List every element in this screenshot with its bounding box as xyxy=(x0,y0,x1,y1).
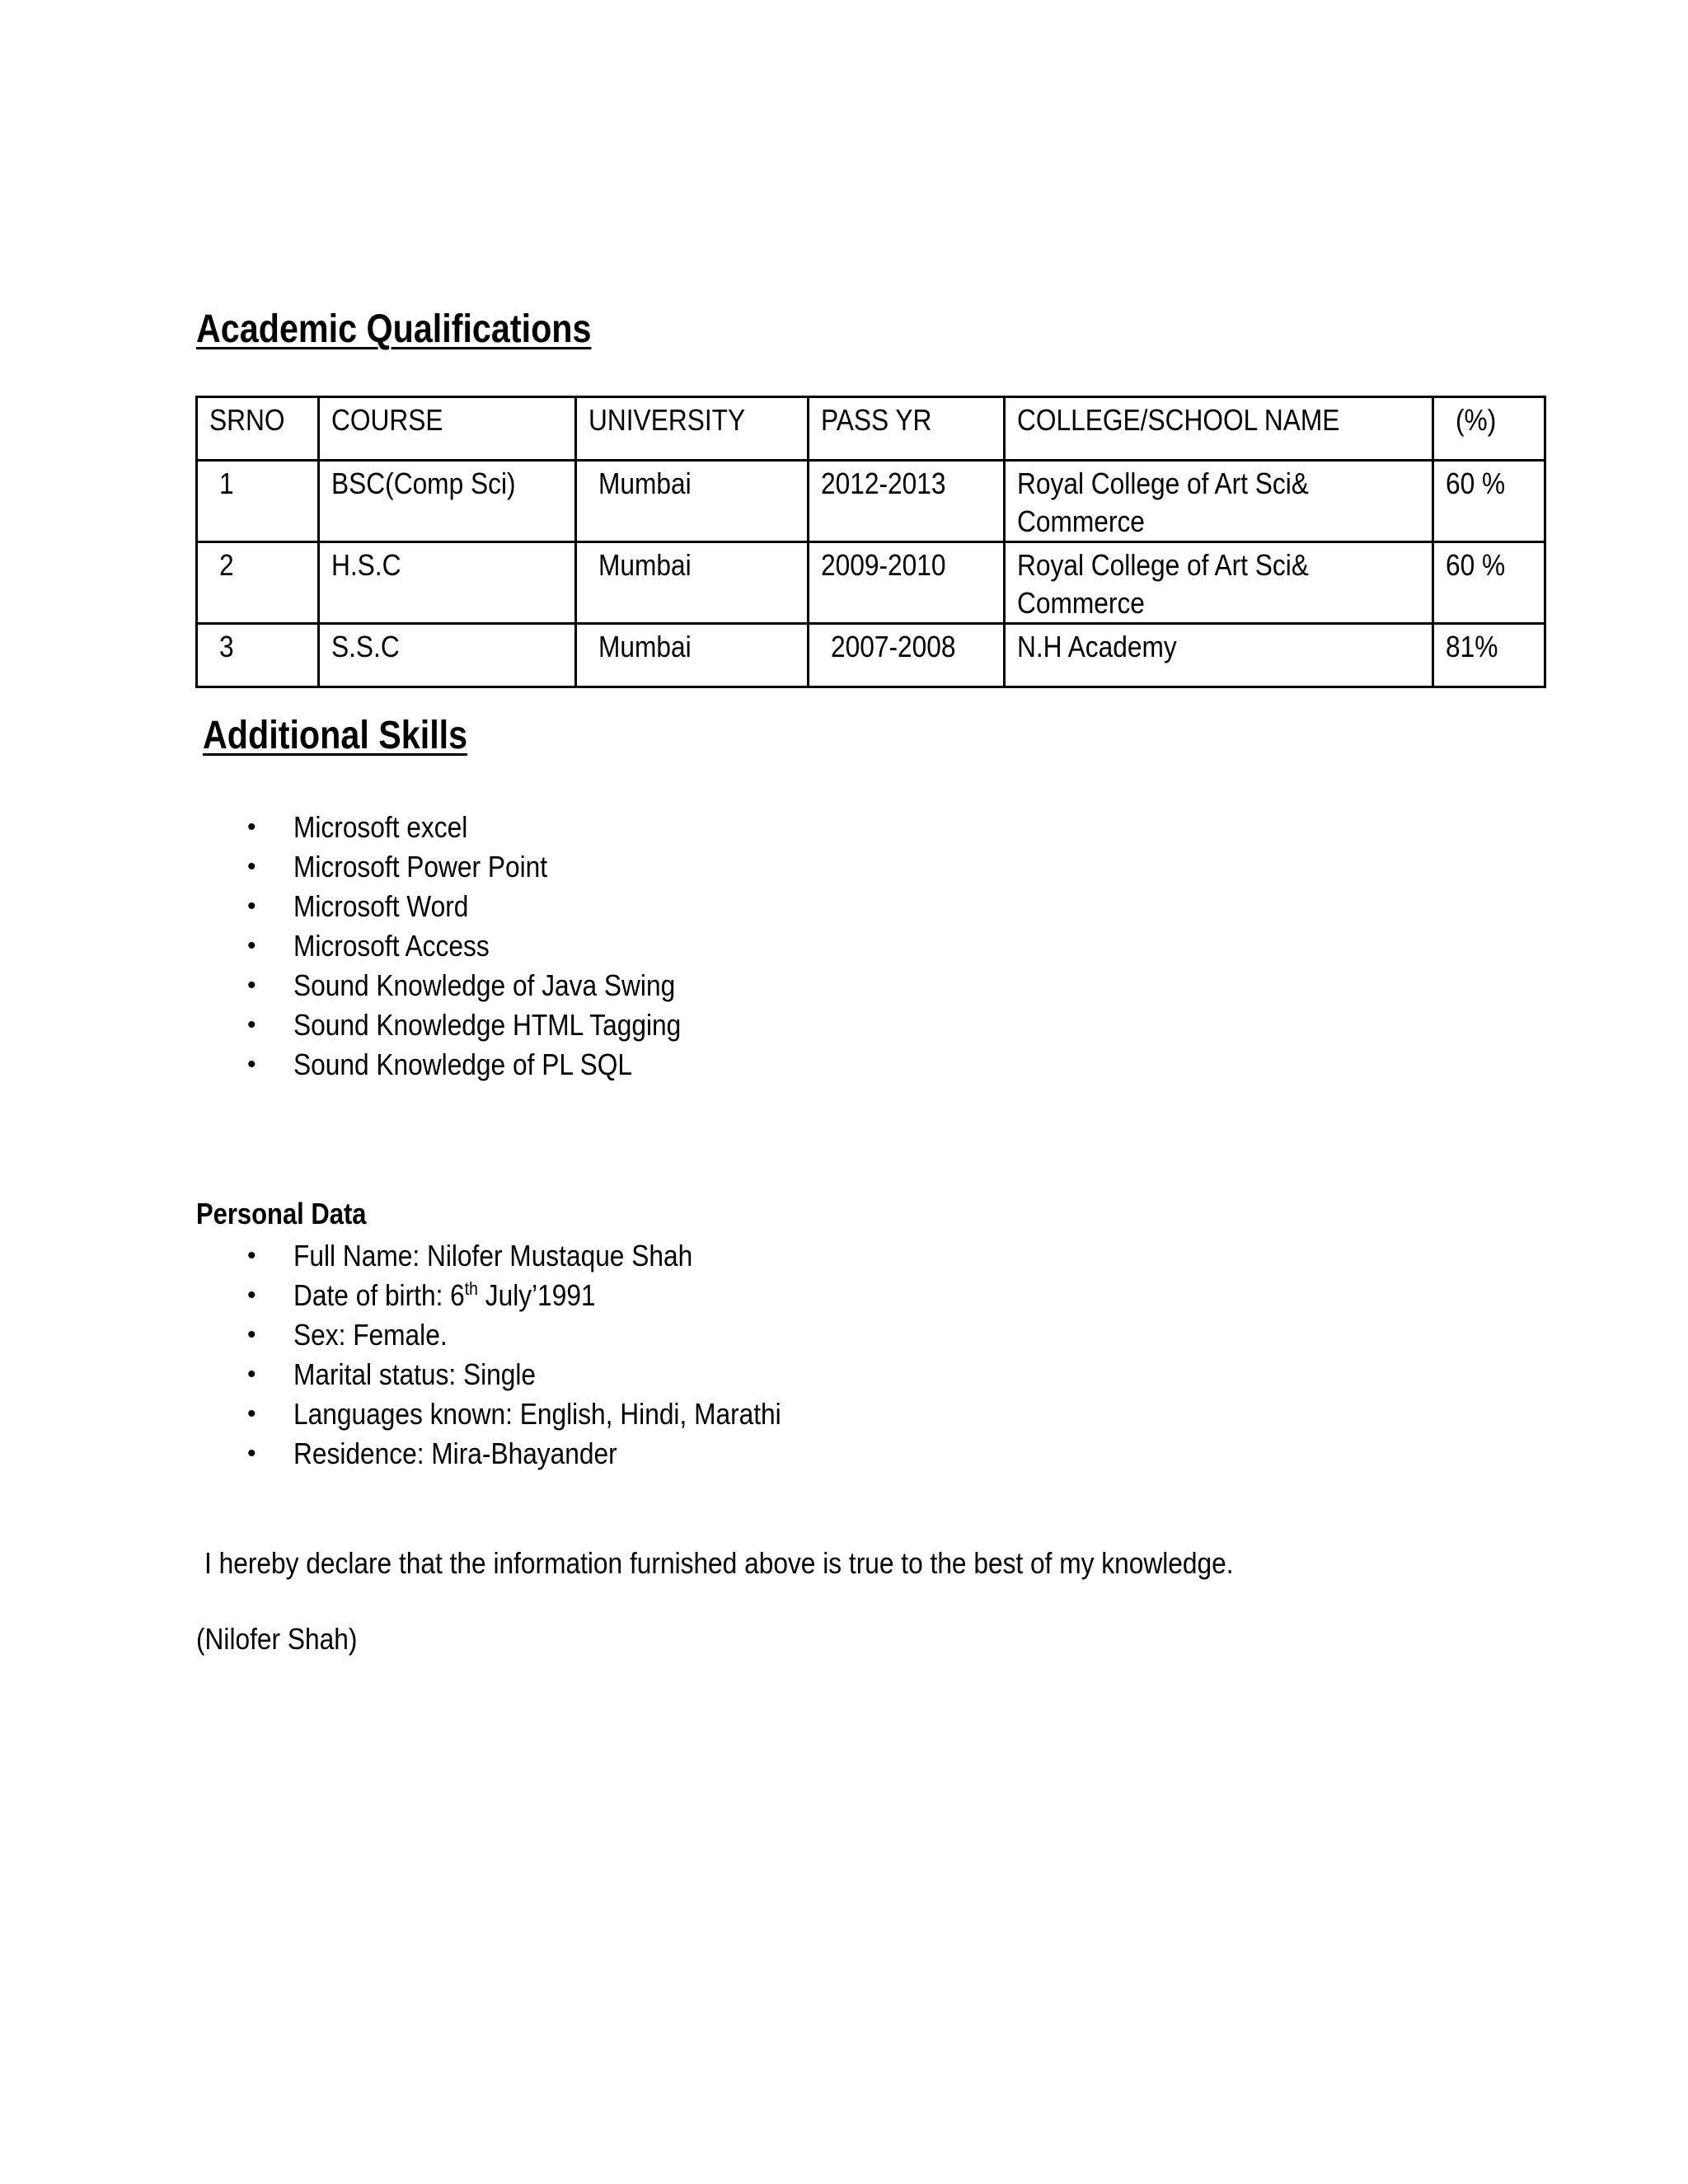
list-item xyxy=(247,1434,847,1474)
signature-name: (Nilofer Shah) xyxy=(196,1622,358,1656)
cell-srno: 3 xyxy=(197,624,319,687)
languages-known: Languages known: English, Hindi, Marathi xyxy=(293,1397,781,1431)
list-item: • Sound Knowledge of PL SQL xyxy=(247,1045,734,1085)
cell-pass-yr: 2009-2010 xyxy=(809,542,1005,624)
list-item xyxy=(247,1276,847,1315)
full-name: Full Name: Nilofer Mustaque Shah xyxy=(293,1239,693,1272)
date-of-birth: Date of birth: 6th July’1991 xyxy=(293,1278,596,1312)
skills-list xyxy=(247,808,734,1085)
bullet-icon: • xyxy=(247,1361,256,1388)
declaration-text: I hereby declare that the information furnished above is true to the best of my knowledge. xyxy=(204,1546,1234,1580)
cell-course: S.S.C xyxy=(319,624,576,687)
cell-percent: 60 % xyxy=(1433,461,1545,542)
table-header-row xyxy=(197,397,1545,461)
list-item: • Sound Knowledge of Java Swing xyxy=(247,966,734,1005)
bullet-icon: • xyxy=(247,893,256,920)
qualifications-table xyxy=(195,396,1546,688)
bullet-icon: • xyxy=(247,932,256,959)
bullet-icon: • xyxy=(247,813,256,841)
bullet-icon: • xyxy=(247,1282,256,1309)
cell-course: H.S.C xyxy=(319,542,576,624)
column-header-pass-yr: PASS YR xyxy=(809,397,1005,461)
cell-srno: 1 xyxy=(197,461,319,542)
cell-university: Mumbai xyxy=(576,461,809,542)
list-item: • Microsoft Power Point xyxy=(247,847,734,887)
list-item: • Microsoft Access xyxy=(247,926,734,966)
cell-srno: 2 xyxy=(197,542,319,624)
bullet-icon: • xyxy=(247,853,256,880)
list-item: • Sound Knowledge HTML Tagging xyxy=(247,1005,734,1045)
bullet-icon: • xyxy=(247,1321,256,1348)
sex: Sex: Female. xyxy=(293,1318,448,1352)
bullet-icon: • xyxy=(247,1242,256,1269)
bullet-icon: • xyxy=(247,1400,256,1427)
bullet-icon: • xyxy=(247,972,256,999)
cell-pass-yr: 2007-2008 xyxy=(809,624,1005,687)
additional-skills-heading: Additional Skills xyxy=(203,714,468,757)
list-item xyxy=(247,1355,847,1394)
column-header-university: UNIVERSITY xyxy=(576,397,809,461)
list-item: • Microsoft excel xyxy=(247,808,734,847)
table-row xyxy=(197,624,1545,687)
cell-percent: 81% xyxy=(1433,624,1545,687)
bullet-icon: • xyxy=(247,1440,256,1467)
table-row xyxy=(197,461,1545,542)
column-header-srno: SRNO xyxy=(197,397,319,461)
cell-university: Mumbai xyxy=(576,542,809,624)
column-header-college: COLLEGE/SCHOOL NAME xyxy=(1005,397,1433,461)
personal-data-list xyxy=(247,1236,847,1474)
residence: Residence: Mira-Bhayander xyxy=(293,1436,617,1470)
bullet-icon: • xyxy=(247,1011,256,1038)
list-item xyxy=(247,1394,847,1434)
table-row xyxy=(197,542,1545,624)
column-header-course: COURSE xyxy=(319,397,576,461)
cell-college: Royal College of Art Sci& Commerce xyxy=(1005,461,1433,542)
list-item: • Microsoft Word xyxy=(247,887,734,926)
column-header-percent: (%) xyxy=(1433,397,1545,461)
cell-college: Royal College of Art Sci& Commerce xyxy=(1005,542,1433,624)
personal-data-heading: Personal Data xyxy=(196,1197,367,1230)
list-item xyxy=(247,1315,847,1355)
cell-percent: 60 % xyxy=(1433,542,1545,624)
cell-college: N.H Academy xyxy=(1005,624,1433,687)
academic-qualifications-heading: Academic Qualifications xyxy=(196,307,592,351)
bullet-icon: • xyxy=(247,1051,256,1078)
cell-course: BSC(Comp Sci) xyxy=(319,461,576,542)
list-item xyxy=(247,1236,847,1276)
cell-pass-yr: 2012-2013 xyxy=(809,461,1005,542)
marital-status: Marital status: Single xyxy=(293,1357,537,1391)
cell-university: Mumbai xyxy=(576,624,809,687)
